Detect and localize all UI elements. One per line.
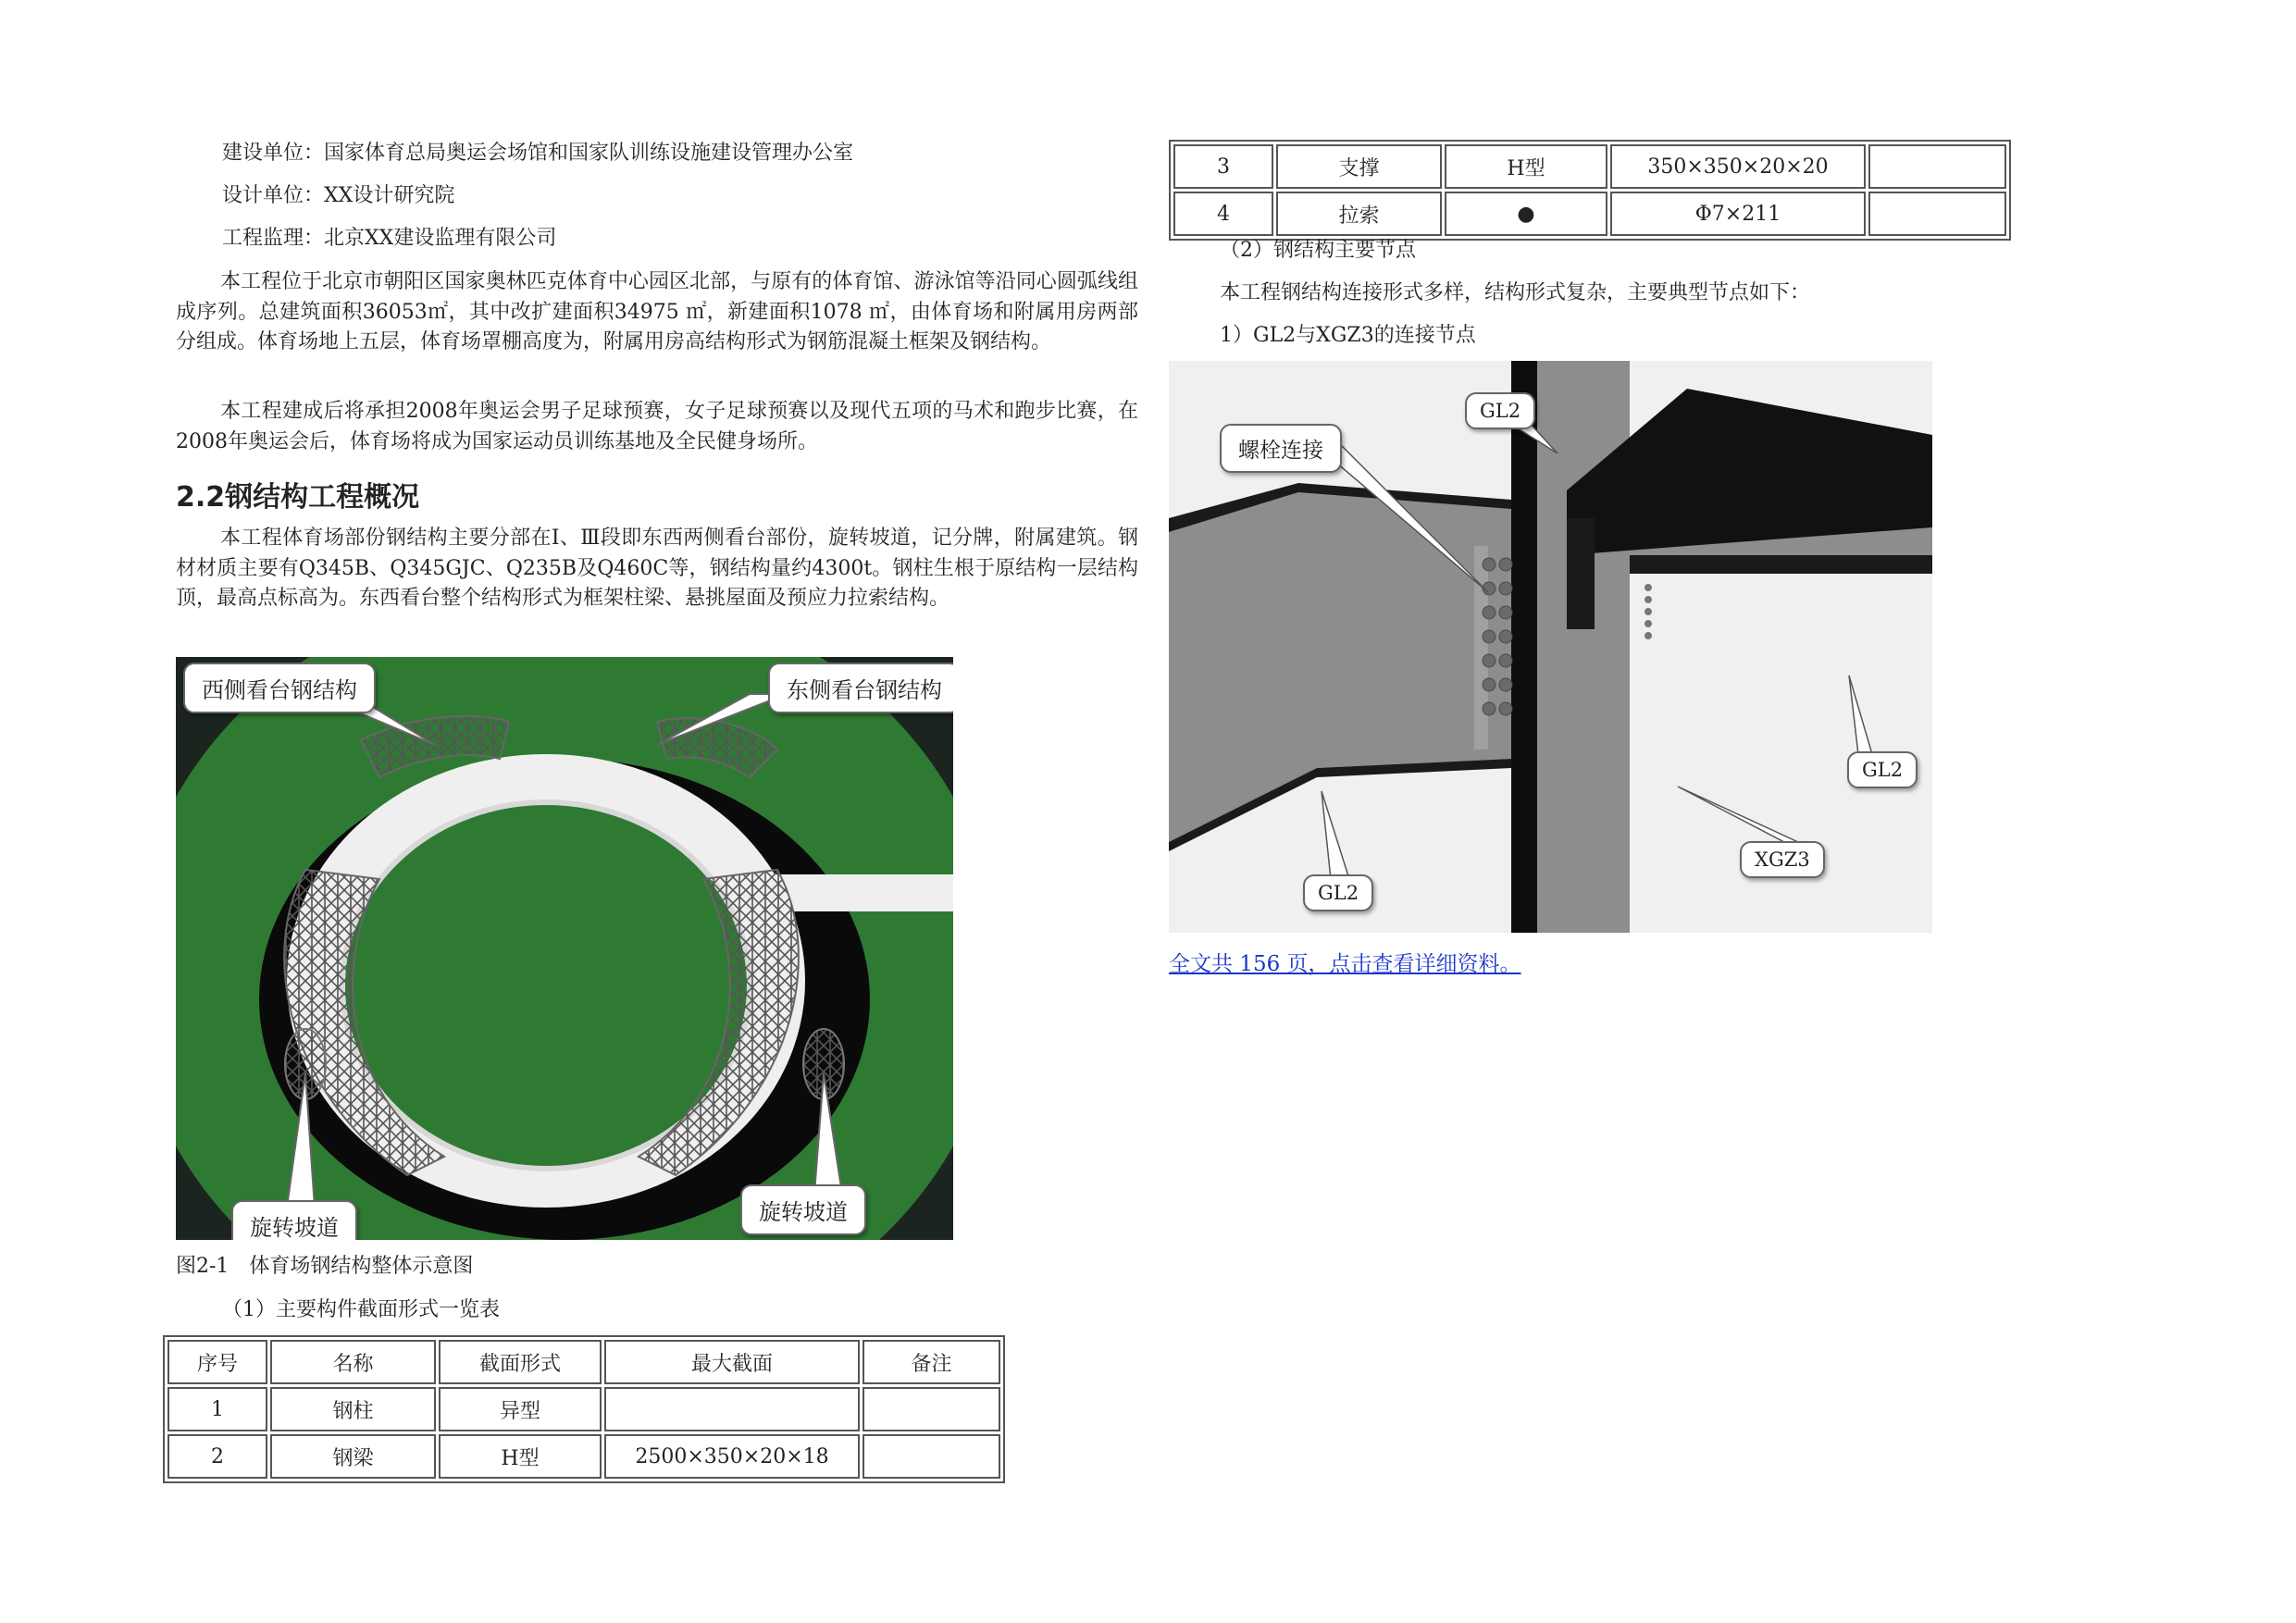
callout-bolt-connection: 螺栓连接 <box>1220 424 1342 473</box>
table-row <box>168 1434 1000 1479</box>
info-line-2: 设计单位：XX设计研究院 <box>222 184 455 207</box>
table-cell: 异型 <box>439 1387 602 1431</box>
node-item: 1）GL2与XGZ3的连接节点 <box>1220 324 1476 347</box>
callout-gl2-top: GL2 <box>1465 392 1535 429</box>
table-cell <box>1868 144 2006 189</box>
paragraph-steel-overview: 本工程体育场部份钢结构主要分部在Ⅰ、Ⅲ段即东西两侧看台部份，旋转坡道，记分牌，附属建筑。钢材材质主要有Q345B、Q345GJC、Q235B及Q460C等，钢结构量约4300t。钢柱生根于原结构一层结构顶，最高点标高为。东西看台整个结构形式为框架柱梁、悬挑屋面及预应力拉索结构。 <box>176 527 1138 610</box>
table-row <box>1173 144 2006 189</box>
joint-figure <box>1169 361 1932 933</box>
table-cell: H型 <box>439 1434 602 1479</box>
table-header-cell: 截面形式 <box>439 1340 602 1384</box>
paragraph-location: 本工程位于北京市朝阳区国家奥林匹克体育中心园区北部，与原有的体育馆、游泳馆等沿同心圆弧线组成序列。总建筑面积36053㎡，其中改扩建面积34975 ㎡，新建面积1078 ㎡，由体育场和附属用房两部分组成。体育场地上五层，体育场罩棚高度为，附属用房高结构形式为钢筋混凝土框架及钢结构。 <box>176 270 1138 353</box>
callout-gl2-bottom: GL2 <box>1303 874 1373 911</box>
figure-caption: 图2-1 体育场钢结构整体示意图 <box>176 1255 474 1278</box>
table-row <box>168 1387 1000 1431</box>
table-cell: Φ7×211 <box>1610 192 1866 236</box>
info-line-3: 工程监理：北京XX建设监理有限公司 <box>222 227 557 250</box>
table-title: （1）主要构件截面形式一览表 <box>222 1298 500 1321</box>
table-cell <box>1868 192 2006 236</box>
table-row <box>1173 192 2006 236</box>
section-heading: 2.2钢结构工程概况 <box>176 481 420 514</box>
table-cell <box>863 1434 1000 1479</box>
table-cell: 支撑 <box>1276 144 1442 189</box>
table-header-cell: 备注 <box>863 1340 1000 1384</box>
table-header-cell: 序号 <box>168 1340 267 1384</box>
paragraph-olympics: 本工程建成后将承担2008年奥运会男子足球预赛，女子足球预赛以及现代五项的马术和跑步比赛，在2008年奥运会后，体育场将成为国家运动员训练基地及全民健身场所。 <box>176 400 1138 453</box>
table-cell: 钢梁 <box>270 1434 436 1479</box>
table-cell: 2500×350×20×18 <box>604 1434 860 1479</box>
callout-ramp-left: 旋转坡道 <box>231 1200 357 1240</box>
stadium-figure <box>176 657 953 1240</box>
section-table <box>163 1335 1005 1483</box>
table-header-row <box>168 1340 1000 1384</box>
table-cell: 350×350×20×20 <box>1610 144 1866 189</box>
table-cell: H型 <box>1445 144 1607 189</box>
table-cell: 钢柱 <box>270 1387 436 1431</box>
table-cell: 4 <box>1173 192 1273 236</box>
table-header-cell: 名称 <box>270 1340 436 1384</box>
table-cell: 3 <box>1173 144 1273 189</box>
table-cell <box>604 1387 860 1431</box>
callout-xgz3: XGZ3 <box>1740 841 1825 878</box>
callout-ramp-right: 旋转坡道 <box>740 1184 866 1235</box>
table-header-cell: 最大截面 <box>604 1340 860 1384</box>
table-cell: 1 <box>168 1387 267 1431</box>
table-cell: 拉索 <box>1276 192 1442 236</box>
node-intro: 本工程钢结构连接形式多样，结构形式复杂，主要典型节点如下： <box>1220 281 1811 304</box>
table-cell: ● <box>1445 192 1607 236</box>
table-cell: 2 <box>168 1434 267 1479</box>
callout-gl2-right: GL2 <box>1847 751 1917 788</box>
section-table-continued <box>1169 140 2011 241</box>
full-document-link[interactable]: 全文共 156 页，点击查看详细资料。 <box>1169 952 1521 976</box>
callout-east-stand: 东侧看台钢结构 <box>768 663 953 713</box>
stadium-structure-illustration <box>176 657 953 1240</box>
node-subheading: （2）钢结构主要节点 <box>1220 239 1416 262</box>
callout-west-stand: 西侧看台钢结构 <box>183 663 376 713</box>
info-line-1: 建设单位：国家体育总局奥运会场馆和国家队训练设施建设管理办公室 <box>222 142 854 165</box>
table-cell <box>863 1387 1000 1431</box>
